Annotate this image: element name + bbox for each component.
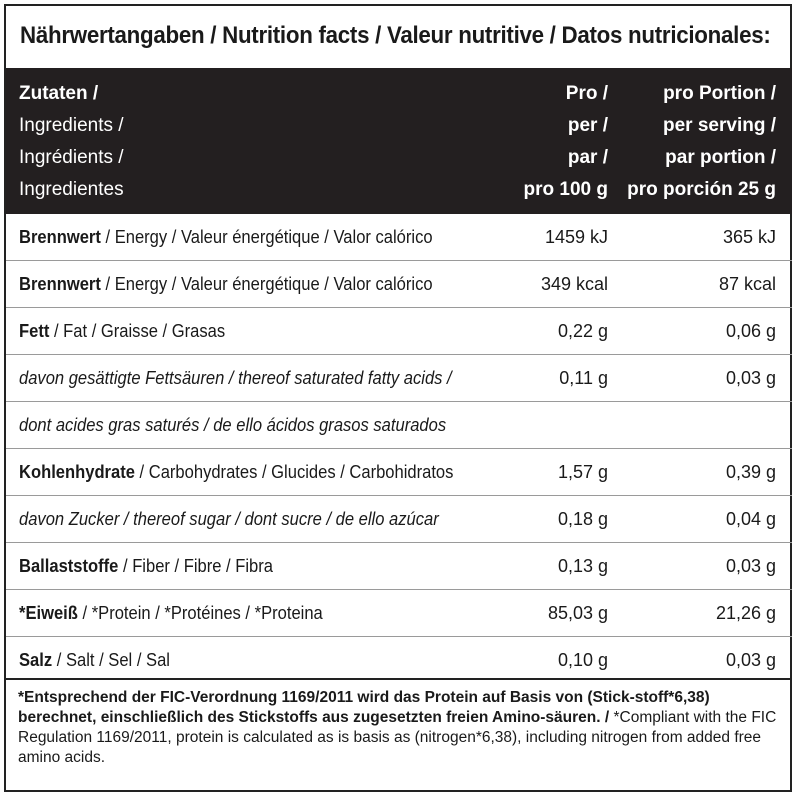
nutrient-label: Salz / Salt / Sel / Sal — [19, 650, 170, 670]
nutrition-rows — [6, 214, 792, 683]
value-per-serving: 0,39 g — [725, 462, 776, 482]
header-ingredients-line: Ingrédients / — [19, 147, 124, 168]
value-per-serving: 0,04 g — [725, 509, 776, 529]
header-per-serving-line: par portion / — [665, 147, 776, 168]
value-per-100g: 349 kcal — [540, 274, 608, 294]
footnote-bold: *Entsprechend der FIC-Verordnung 1169/2011 wird das Protein auf Basis von (Stick-stoff*6,38) berechnet, einschließlich des Stickstoffs aus zugesetzten freien Amino-säuren. / — [18, 689, 710, 726]
header-ingredients-line: Ingredientes — [19, 179, 124, 200]
header-per-serving-line: pro porción 25 g — [627, 179, 776, 200]
footnote-regular: *Compliant with the FIC Regulation 1169/2011, protein is calculated as is basis as (nitrogen*6,38), including nitrogen from added free amino acids. — [18, 709, 777, 766]
header-per-100g-line: per / — [567, 115, 608, 136]
header-per-serving-line: per serving / — [663, 115, 776, 136]
value-per-100g: 1,57 g — [557, 462, 608, 482]
nutrient-label: dont acides gras saturés / de ello ácidos grasos saturados — [19, 415, 447, 435]
value-per-serving: 0,03 g — [725, 368, 776, 388]
table-row — [6, 261, 792, 308]
table-row — [6, 449, 792, 496]
value-per-serving: 87 kcal — [718, 274, 776, 294]
nutrient-label: Ballaststoffe / Fiber / Fibre / Fibra — [19, 556, 273, 576]
value-per-serving: 0,06 g — [725, 321, 776, 341]
nutrient-label: *Eiweiß / *Protein / *Protéines / *Proteina — [19, 603, 323, 623]
header-ingredients — [19, 78, 124, 206]
nutrition-title: Nährwertangaben / Nutrition facts / Valeur nutritive / Datos nutricionales: — [20, 22, 771, 49]
footnote-divider — [6, 678, 792, 680]
nutrient-label: Brennwert / Energy / Valeur énergétique / Valor calórico — [19, 274, 433, 294]
value-per-100g: 1459 kJ — [544, 227, 608, 247]
table-row — [6, 637, 792, 683]
value-per-100g: 0,11 g — [559, 368, 608, 388]
value-per-100g: 0,22 g — [557, 321, 608, 341]
header-per-100g-line: Pro / — [565, 83, 608, 104]
value-per-serving: 0,03 g — [725, 650, 776, 670]
value-per-100g: 85,03 g — [547, 603, 608, 623]
header-per-100g-line: par / — [567, 147, 608, 168]
value-per-serving: 0,03 g — [725, 556, 776, 576]
value-per-serving: 365 kJ — [722, 227, 776, 247]
table-row — [6, 355, 792, 402]
header-ingredients-line: Zutaten / — [19, 83, 99, 104]
table-row — [6, 308, 792, 355]
value-per-100g: 0,18 g — [557, 509, 608, 529]
header-per-100g-line: pro 100 g — [523, 179, 608, 200]
nutrient-label: davon Zucker / thereof sugar / dont sucre / de ello azúcar — [19, 509, 439, 529]
nutrient-label: Fett / Fat / Graisse / Grasas — [19, 321, 226, 341]
header-per-100g — [524, 78, 608, 206]
protein-footnote — [18, 688, 788, 768]
table-row — [6, 402, 792, 449]
table-row — [6, 543, 792, 590]
nutrient-label: Brennwert / Energy / Valeur énergétique / Valor calórico — [19, 227, 433, 247]
header-per-serving — [627, 78, 776, 206]
header-ingredients-line: Ingredients / — [19, 115, 124, 136]
value-per-100g: 0,13 g — [557, 556, 608, 576]
table-header — [6, 68, 792, 214]
table-row — [6, 496, 792, 543]
table-row — [6, 214, 792, 261]
value-per-100g: 0,10 g — [557, 650, 608, 670]
header-per-serving-line: pro Portion / — [663, 83, 776, 104]
nutrient-label: davon gesättigte Fettsäuren / thereof saturated fatty acids / — [19, 368, 452, 388]
value-per-serving: 21,26 g — [715, 603, 776, 623]
table-row — [6, 590, 792, 637]
nutrient-label: Kohlenhydrate / Carbohydrates / Glucides / Carbohidratos — [19, 462, 454, 482]
